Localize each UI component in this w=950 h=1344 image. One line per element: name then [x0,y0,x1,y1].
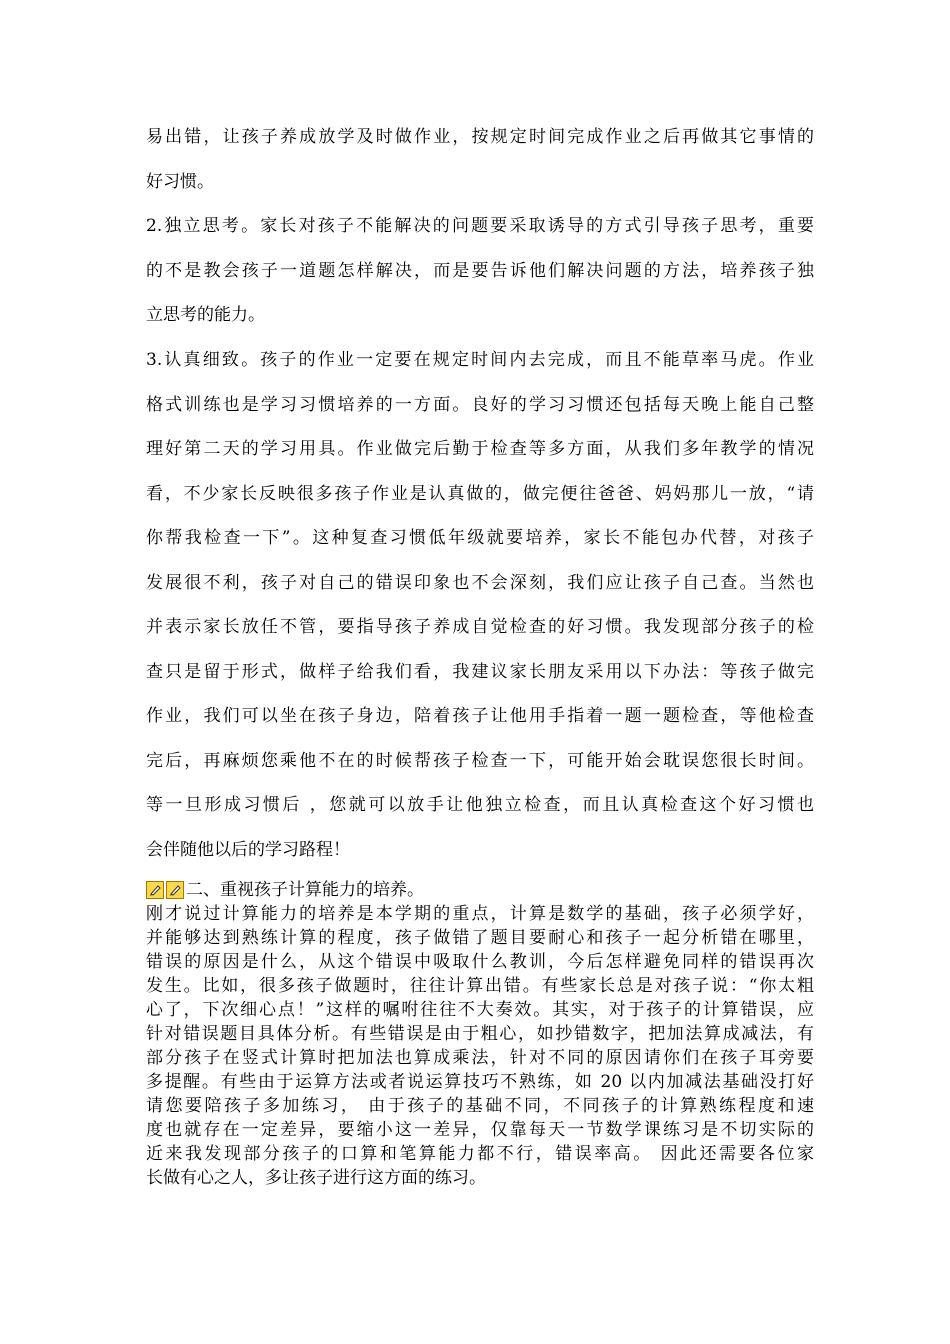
text-line: 刚才说过计算能力的培养是本学期的重点，计算是数学的基础，孩子必须学好， [146,904,814,924]
text-line: 看，不少家长反映很多孩子作业是认真做的，做完便往爸爸、妈妈那儿一放，“请 [146,483,814,504]
text-line: 等一旦形成习惯后 ，您就可以放手让他独立检查，而且认真检查这个好习惯也 [146,795,814,815]
text-line: 发生。比如，很多孩子做题时，往往计算出错。有些家长总是对孩子说：“你太粗 [146,976,814,996]
text-line: 查只是留于形式，做样子给我们看，我建议家长朋友采用以下办法：等孩子做完 [146,661,814,682]
text-line: 长做有心之人，多让孩子进行这方面的练习。 [146,1168,486,1188]
text-line: 发展很不利，孩子对自己的错误印象也不会深刻，我们应让孩子自己查。当然也 [146,572,814,593]
paragraph-calculation-ability [146,902,814,1190]
text-line: 完后，再麻烦您乘他不在的时候帮孩子检查一下，可能开始会耽误您很长时间。 [146,750,814,771]
text-line: 的不是教会孩子一道题怎样解决，而是要告诉他们解决问题的方法，培养孩子独 [146,260,814,281]
text-line: 易出错，让孩子养成放学及时做作业，按规定时间完成作业之后再做其它事情的 [146,127,814,147]
text-line: 好习惯。 [146,171,214,192]
text-line: 会伴随他以后的学习路程！ [146,839,350,860]
pencil-icon [146,881,164,899]
text-line: 并表示家长放任不管，要指导孩子养成自觉检查的好习惯。我发现部分孩子的检 [146,617,814,637]
paragraph-careful-checking [146,338,814,872]
pencil-icon [166,881,184,899]
text-line: 2.独立思考。家长对孩子不能解决的问题要采取诱导的方式引导孩子思考，重要 [146,216,814,236]
text-line: 并能够达到熟练计算的程度，孩子做错了题目要耐心和孩子一起分析错在哪里， [146,928,814,948]
text-line: 理好第二天的学习用具。作业做完后勤于检查等多方面，从我们多年教学的情况 [146,439,814,459]
text-line: 错误的原因是什么，从这个错误中吸取什么教训，今后怎样避免同样的错误再次 [146,952,814,972]
text-line: 度也就存在一定差异，要缩小这一差异，仅靠每天一节数学课练习是不切实际的 [146,1120,814,1140]
text-line: 请您要陪孩子多加练习， 由于孩子的基础不同，不同孩子的计算熟练程度和速 [146,1096,814,1116]
text-line: 立思考的能力。 [146,305,265,325]
text-line: 你帮我检查一下”。这种复查习惯低年级就要培养，家长不能包办代替，对孩子 [146,528,814,548]
text-line: 作业，我们可以坐在孩子身边，陪着孩子让他用手指着一题一题检查，等他检查 [146,706,814,726]
paragraph-independent-thinking [146,204,814,338]
text-line: 多提醒。有些由于运算方法或者说运算技巧不熟练，如 20 以内加减法基础没打好 [146,1072,814,1092]
text-line: 3.认真细致。孩子的作业一定要在规定时间内去完成，而且不能草率马虎。作业 [146,350,814,370]
text-line: 格式训练也是学习习惯培养的一方面。良好的学习习惯还包括每天晚上能自己整 [146,394,814,415]
text-line: 近来我发现部分孩子的口算和笔算能力都不行，错误率高。 因此还需要各位家 [146,1144,814,1164]
section-heading [146,878,424,902]
text-line: 心了，下次细心点！”这样的嘱咐往往不大奏效。其实，对于孩子的计算错误，应 [146,1000,814,1020]
text-line: 部分孩子在竖式计算时把加法也算成乘法，针对不同的原因请你们在孩子耳旁要 [146,1048,814,1068]
paragraph-homework-habit [146,115,814,204]
section-heading-text: 二、重视孩子计算能力的培养。 [186,880,424,900]
text-line: 针对错误题目具体分析。有些错误是由于粗心，如抄错数字，把加法算成减法，有 [146,1024,814,1044]
